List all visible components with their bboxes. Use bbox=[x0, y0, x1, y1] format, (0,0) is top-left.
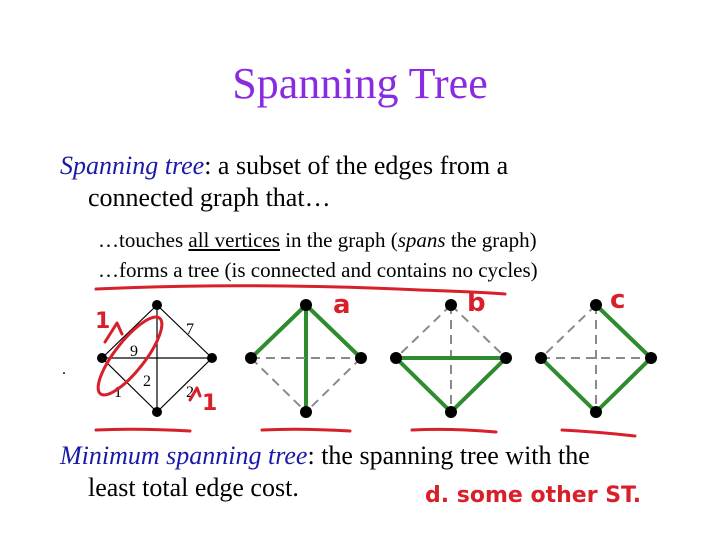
minimum-definition-text: : the spanning tree with the bbox=[307, 441, 590, 470]
minimum-definition-line-2: least total edge cost. bbox=[88, 473, 299, 502]
unused-edge bbox=[541, 305, 596, 358]
edge-weight-label: 9 bbox=[130, 343, 138, 360]
minimum-spanning-tree-definition bbox=[60, 440, 700, 504]
handwritten-underline bbox=[96, 286, 505, 294]
handwritten-b: b bbox=[467, 288, 486, 318]
graph-vertex bbox=[300, 406, 312, 418]
definition-text: : a subset of the edges from a bbox=[204, 151, 509, 180]
bullet-1-spans: spans bbox=[397, 228, 446, 252]
tree-edge bbox=[451, 358, 506, 412]
spanning-tree-b bbox=[390, 288, 512, 432]
handwritten-one-right: 1 bbox=[202, 391, 218, 416]
definition-line-2: connected graph that… bbox=[88, 183, 331, 212]
spanning-tree-c bbox=[535, 285, 657, 436]
spanning-tree-a bbox=[245, 290, 367, 431]
graph-vertex bbox=[445, 299, 457, 311]
tree-edge bbox=[396, 358, 451, 412]
edge-weight-label: 1 bbox=[114, 384, 122, 401]
graph-vertex bbox=[390, 352, 402, 364]
edge-weight-label: 7 bbox=[186, 321, 194, 338]
handwritten-underline bbox=[412, 429, 496, 432]
handwritten-underline bbox=[96, 429, 190, 431]
graph-vertex bbox=[207, 353, 217, 363]
graph-vertex bbox=[535, 352, 547, 364]
handwritten-c: c bbox=[610, 285, 626, 315]
bullet-forms-tree: …forms a tree (is connected and contains no cycles) bbox=[98, 258, 538, 282]
unused-edge bbox=[306, 358, 361, 412]
edge-weight-label: 2 bbox=[186, 384, 194, 401]
graph-vertex bbox=[152, 407, 162, 417]
unused-edge bbox=[251, 358, 306, 412]
graph-vertex bbox=[590, 406, 602, 418]
bullet-1-prefix: …touches bbox=[98, 228, 189, 252]
weighted-graph bbox=[62, 300, 217, 417]
bullet-1-underlined: all vertices bbox=[188, 228, 280, 252]
tree-edge bbox=[541, 358, 596, 412]
handwritten-underline bbox=[262, 429, 350, 431]
graph-vertex bbox=[152, 300, 162, 310]
graph-vertex bbox=[500, 352, 512, 364]
graph-vertex bbox=[645, 352, 657, 364]
tree-edge bbox=[251, 305, 306, 358]
minimum-spanning-tree-term: Minimum spanning tree bbox=[60, 441, 308, 470]
unused-edge bbox=[396, 305, 451, 358]
graph-vertex bbox=[97, 353, 107, 363]
spanning-tree-term: Spanning tree bbox=[60, 151, 205, 180]
slide-title: Spanning Tree bbox=[232, 59, 488, 108]
stray-dot: . bbox=[62, 361, 66, 378]
handwritten-underline bbox=[562, 430, 635, 436]
bullet-1-middle: in the graph ( bbox=[279, 228, 398, 252]
handwritten-d-note: d. some other ST. bbox=[425, 483, 642, 508]
bullet-1-suffix: the graph) bbox=[445, 228, 537, 252]
edge-weight-label: 2 bbox=[143, 373, 151, 390]
tree-edge bbox=[596, 358, 651, 412]
handwritten-a: a bbox=[333, 290, 351, 320]
graph-vertex bbox=[355, 352, 367, 364]
graph-vertex bbox=[445, 406, 457, 418]
graph-vertex bbox=[245, 352, 257, 364]
graph-vertex bbox=[300, 299, 312, 311]
handwritten-one-left: 1 bbox=[95, 309, 111, 334]
graph-edge bbox=[157, 305, 212, 358]
graph-vertex bbox=[590, 299, 602, 311]
